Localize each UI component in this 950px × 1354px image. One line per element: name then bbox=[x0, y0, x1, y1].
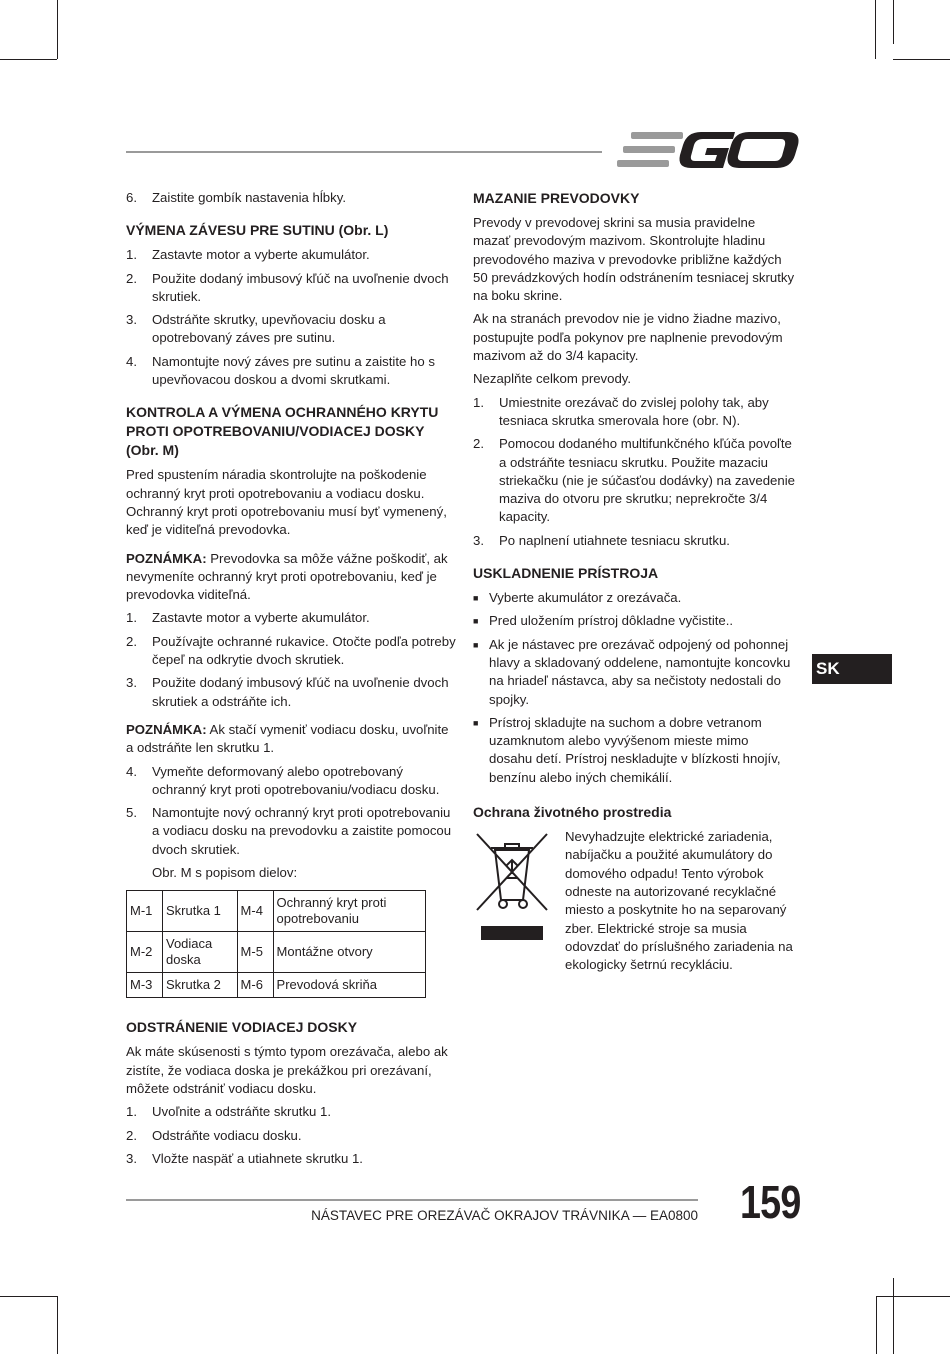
crop-mark bbox=[0, 1296, 57, 1297]
list-item: 1. Uvoľnite a odstráňte skrutku 1. bbox=[126, 1104, 332, 1120]
section-heading: KONTROLA A VÝMENA OCHRANNÉHO KRYTU PROTI OPOTREBOVANIU/VODIACEJ DOSKY (Obr. M) bbox=[126, 404, 439, 459]
section-heading: VÝMENA ZÁVESU PRE SUTINU (Obr. L) bbox=[126, 222, 389, 239]
environment-block bbox=[473, 828, 795, 974]
crop-mark bbox=[0, 59, 57, 60]
part-code: M-6 bbox=[237, 973, 273, 998]
table-row bbox=[127, 973, 426, 998]
list-item: 2. Použite dodaný imbusový kľúč na uvoľnenie dvoch skrutiek. bbox=[126, 270, 449, 304]
section-heading: MAZANIE PREVODOVKY bbox=[473, 190, 640, 206]
ego-logo bbox=[617, 128, 801, 172]
list-item: 2. Používajte ochranné rukavice. Otočte podľa potreby čepeľ na odkrytie dvoch skrutiek. bbox=[126, 633, 456, 668]
part-name: Ochranný kryt proti opotrebovaniu bbox=[273, 891, 425, 932]
square-bullet-icon: ■ bbox=[473, 593, 479, 604]
list-item: 3. Odstráňte skrutky, upevňovaciu dosku a opotrebovaný záves pre sutinu. bbox=[126, 312, 386, 346]
part-code: M-4 bbox=[237, 891, 273, 932]
language-tab: SK bbox=[812, 654, 892, 684]
bullet-item: ■ Vyberte akumulátor z orezávača. bbox=[473, 589, 795, 607]
footer-title: NÁSTAVEC PRE OREZÁVAČ OKRAJOV TRÁVNIKA — EA0800 bbox=[311, 1208, 698, 1223]
part-code: M-2 bbox=[127, 932, 163, 973]
section-heading: ODSTRÁNENIE VODIACEJ DOSKY bbox=[126, 1019, 358, 1036]
list-item: 1. Umiestnite orezávač do zvislej polohy tak, aby tesniaca skrutka smerovala hore (obr. N). bbox=[473, 394, 769, 428]
note bbox=[126, 721, 456, 758]
figure-caption: Obr. M s popisom dielov: bbox=[152, 865, 298, 881]
parts-table bbox=[126, 890, 426, 998]
list-item: 5. Namontujte nový ochranný kryt proti opotrebovaniu a vodiacu dosku na prevodovku a zaistite pomocou dvoch skrutiek. bbox=[126, 805, 452, 857]
bullet-item: ■ Prístroj skladujte na suchom a dobre vetranom uzamknutom alebo vyvýšenom mieste mimo dosahu detí. Prístroj neskladujte v blízkosti hnojív, benzínu alebo iných chemikálií. bbox=[473, 714, 795, 787]
section-heading: USKLADNENIE PRÍSTROJA bbox=[473, 565, 659, 582]
note-text: Ak stačí vymeniť vodiacu dosku, uvoľnite a odstráňte len skrutku 1. bbox=[126, 721, 449, 756]
note-label: POZNÁMKA: bbox=[126, 721, 207, 737]
list-item: 6. Zaistite gombík nastavenia hĺbky. bbox=[126, 190, 346, 205]
paragraph: Ak máte skúsenosti s týmto typom orezávača, alebo ak zistíte, že vodiaca doska je prekážkou pri orezávaní, môžete odstrániť vodiacu dosku. bbox=[126, 1044, 448, 1096]
footer-rule bbox=[126, 1199, 698, 1201]
table-row bbox=[127, 932, 426, 973]
part-code: M-3 bbox=[127, 973, 163, 998]
table-row bbox=[127, 891, 426, 932]
crop-mark bbox=[876, 1296, 950, 1297]
paragraph: Nezaplňte celkom prevody. bbox=[473, 371, 632, 387]
crop-mark bbox=[57, 0, 58, 59]
crop-mark bbox=[876, 1296, 877, 1354]
list-item: 3. Po naplnení utiahnete tesniacu skrutku. bbox=[473, 532, 730, 548]
list-item: 3. Použite dodaný imbusový kľúč na uvoľnenie dvoch skrutiek a odstráňte ich. bbox=[126, 675, 449, 709]
crop-mark bbox=[875, 0, 876, 59]
right-column bbox=[473, 189, 795, 974]
part-name: Skrutka 1 bbox=[163, 891, 238, 932]
paragraph: Pred spustením náradia skontrolujte na poškodenie ochranný kryt proti opotrebovaniu a vodiacu dosku. Ochranný kryt proti opotrebovaniu musí byť vymenený, keď je viditeľná prevodovka. bbox=[126, 467, 447, 538]
part-name: Prevodová skriňa bbox=[273, 973, 425, 998]
part-name: Montážne otvory bbox=[273, 932, 425, 973]
bullet-item: ■ Ak je nástavec pre orezávač odpojený od pohonnej hlavy a skladovaný oddelene, namontujte koncovku na hriadeľ nástavca, aby sa nečistoty nedostali do spojky. bbox=[473, 636, 795, 709]
part-code: M-1 bbox=[127, 891, 163, 932]
paragraph: Ak na stranách prevodov nie je vidno žiadne mazivo, postupujte podľa pokynov pre naplnenie prevodovým mazivom až do 3/4 kapacity. bbox=[473, 311, 783, 364]
square-bullet-icon: ■ bbox=[473, 639, 479, 650]
note-text: Prevodovka sa môže vážne poškodiť, ak nevymeníte ochranný kryt proti opotrebovaniu, keď je prevodovka viditeľná. bbox=[126, 550, 448, 603]
list-item: 4. Vymeňte deformovaný alebo opotrebovaný ochranný kryt proti opotrebovaniu/vodiacu dosku. bbox=[126, 763, 440, 797]
list-item: 4. Namontujte nový záves pre sutinu a zaistite ho s upevňovacou doskou a dvomi skrutkami. bbox=[126, 353, 435, 388]
page-number: 159 bbox=[740, 1176, 801, 1228]
crop-mark bbox=[893, 59, 950, 60]
section-heading: Ochrana životného prostredia bbox=[473, 804, 672, 821]
left-column bbox=[126, 189, 456, 1173]
crop-mark bbox=[893, 1278, 894, 1354]
note bbox=[126, 550, 456, 605]
paragraph: Nevyhadzujte elektrické zariadenia, nabíjačku a použité akumulátory do domového odpadu! Tento výrobok odneste na autorizované recyklačné miesto a poskytnite ho na separovaný zber. Elektrické stroje sa musia odovzdať do príslušného zariadenia na ekologicky šetrnú recykláciu. bbox=[565, 829, 793, 973]
bullet-item: ■ Pred uložením prístroj dôkladne vyčistite.. bbox=[473, 612, 795, 630]
paragraph: Prevody v prevodovej skrini sa musia pravidelne mazať prevodovým mazivom. Skontrolujte hladinu prevodového maziva v prevodovke približne každých 50 prevádzkových hodín odstránením tesniacej skrutky na boku skrine. bbox=[473, 215, 795, 304]
list-item: 2. Odstráňte vodiacu dosku. bbox=[126, 1127, 302, 1143]
list-item: 2. Pomocou dodaného multifunkčného kľúča povoľte a odstráňte tesniacu skrutku. Použite mazaciu striekačku (nie je súčasťou dodávky) na zavedenie maziva do otvoru pre skrutku; neprekročte 3/4 kapacity. bbox=[473, 436, 795, 525]
part-name: Vodiaca doska bbox=[163, 932, 238, 973]
header-rule bbox=[126, 151, 602, 153]
note-label: POZNÁMKA: bbox=[126, 550, 207, 566]
list-item: 1. Zastavte motor a vyberte akumulátor. bbox=[126, 610, 370, 626]
crop-mark bbox=[893, 0, 894, 44]
list-item: 3. Vložte naspäť a utiahnete skrutku 1. bbox=[126, 1150, 363, 1166]
part-code: M-5 bbox=[237, 932, 273, 973]
part-name: Skrutka 2 bbox=[163, 973, 238, 998]
list-item: 1. Zastavte motor a vyberte akumulátor. bbox=[126, 247, 370, 263]
square-bullet-icon: ■ bbox=[473, 616, 479, 627]
square-bullet-icon: ■ bbox=[473, 717, 479, 728]
crop-mark bbox=[57, 1296, 58, 1354]
crossed-out-bin-icon bbox=[473, 828, 565, 974]
